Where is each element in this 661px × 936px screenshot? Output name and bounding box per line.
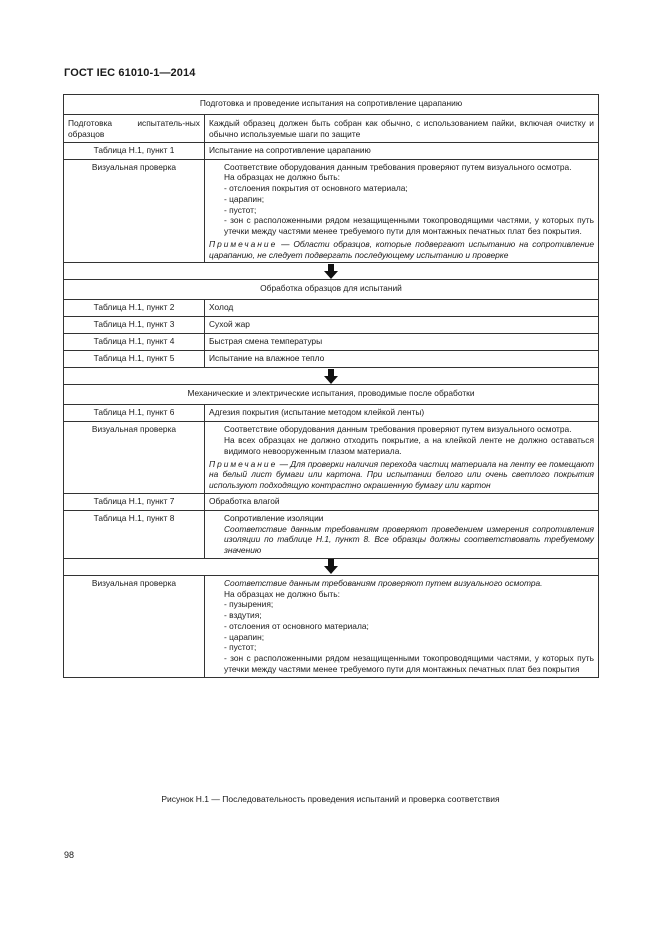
row-paragraph: Соответствие данным требованиям проверяют путем визуального осмотра. [224,577,543,588]
row-paragraph: На образцах не должно быть: [224,172,340,183]
row-text: Обработка влагой [205,493,599,510]
row-label: Визуальная проверка [64,575,205,677]
table-row [64,317,599,334]
arrow-down-icon [324,559,338,574]
list-item: - вздутия; [224,610,262,620]
row-text: Каждый образец должен быть собран как обычно, с использованием пайки, включая очистку и обычно используемые шаги по защите [205,115,599,143]
table-row [64,351,599,368]
row-label: Таблица Н.1, пункт 4 [64,334,205,351]
row-paragraph: Соответствие оборудования данным требования проверяют путем визуального осмотра. [224,424,572,435]
row-paragraph: Соответствие оборудования данным требования проверяют путем визуального осмотра. [224,161,572,172]
document-header: ГОСТ IEC 61010-1—2014 [64,67,196,79]
row-label: Таблица Н.1, пункт 8 [64,510,205,558]
row-paragraph: На образцах не должно быть: [224,588,340,599]
table-row [64,142,599,159]
arrow-down-icon [324,264,338,279]
table-row [64,510,599,558]
table-row [64,405,599,422]
test-sequence-flowchart [63,94,599,678]
row-content [205,422,599,494]
arrow-row [64,263,599,280]
list-item: - отслоения покрытия от основного материала; [224,183,408,193]
row-content [205,510,599,558]
row-label: Таблица Н.1, пункт 1 [64,142,205,159]
row-label: Визуальная проверка [64,422,205,494]
table-row [64,575,599,677]
note-label: Примечание [209,458,278,469]
row-content [205,575,599,677]
table-row [64,334,599,351]
list-item: - пустот; [224,642,257,653]
list-item: - зон с расположенными рядом незащищенными токопроводящими частями, у которых путь утечки между частями менее требуемого пути для монтажных печатных плат без покрытия [224,653,594,674]
row-text: Адгезия покрытия (испытание методом клейкой ленты) [205,405,599,422]
list-item: - царапин; [224,193,265,204]
section-title: Подготовка и проведение испытания на сопротивление царапанию [64,95,599,115]
row-content [205,159,599,263]
table-row [64,493,599,510]
section-title: Обработка образцов для испытаний [64,280,599,300]
row-paragraph: Сопротивление изоляции [224,512,324,523]
note-text: — Для проверки наличия перехода частиц материала на ленту ее помещают на белый лист бумаги или картона. При испытании белого или очень светлого покрытия используют подходящую контрастно окрашенную бумагу или картон [209,458,594,490]
page-number: 98 [64,850,75,860]
section-title-row [64,95,599,115]
table-row [64,115,599,143]
list-item: - пузырения; [224,599,274,610]
figure-caption: Рисунок Н.1 — Последовательность проведения испытаний и проверка соответствия [161,794,500,804]
list-item: - пустот; [224,204,257,215]
row-label: Таблица Н.1, пункт 5 [64,351,205,368]
table-row [64,159,599,263]
section-title-row [64,280,599,300]
note-text: — Области образцов, которые подвергают испытанию на сопротивление царапанию, не следует подвергать последующему испытанию и проверке [209,238,594,260]
table-row [64,422,599,494]
row-label: Таблица Н.1, пункт 2 [64,300,205,317]
row-text: Испытание на сопротивление царапанию [205,142,599,159]
note-label: Примечание [209,238,278,249]
section-title-row [64,385,599,405]
row-label: Подготовка испытатель-ных образцов [64,115,205,143]
row-text: Холод [205,300,599,317]
row-paragraph: На всех образцах не должно отходить покрытие, а на клейкой ленте не должно оставаться видимого невооруженным глазом материала. [224,435,594,456]
list-item: - зон с расположенными рядом незащищенными токопроводящими частями, у которых путь утечки между частями менее требуемого пути для монтажных печатных плат без покрытия. [224,215,594,236]
list-item: - царапин; [224,631,265,642]
arrow-row [64,558,599,575]
arrow-row [64,368,599,385]
row-label: Таблица Н.1, пункт 6 [64,405,205,422]
row-text: Испытание на влажное тепло [205,351,599,368]
row-paragraph: Соответствие данным требованиям проверяют проведением измерения сопротивления изоляции по таблице Н.1, пункт 8. Все образцы должны соответствовать требуемому значению [224,523,594,555]
row-label: Таблица Н.1, пункт 3 [64,317,205,334]
note [209,459,594,491]
row-text: Сухой жар [205,317,599,334]
arrow-down-icon [324,369,338,384]
section-title: Механические и электрические испытания, проводимые после обработки [64,385,599,405]
note [209,239,594,261]
row-label: Таблица Н.1, пункт 7 [64,493,205,510]
list-item: - отслоения от основного материала; [224,620,369,631]
table-row [64,300,599,317]
row-text: Быстрая смена температуры [205,334,599,351]
row-label: Визуальная проверка [64,159,205,263]
